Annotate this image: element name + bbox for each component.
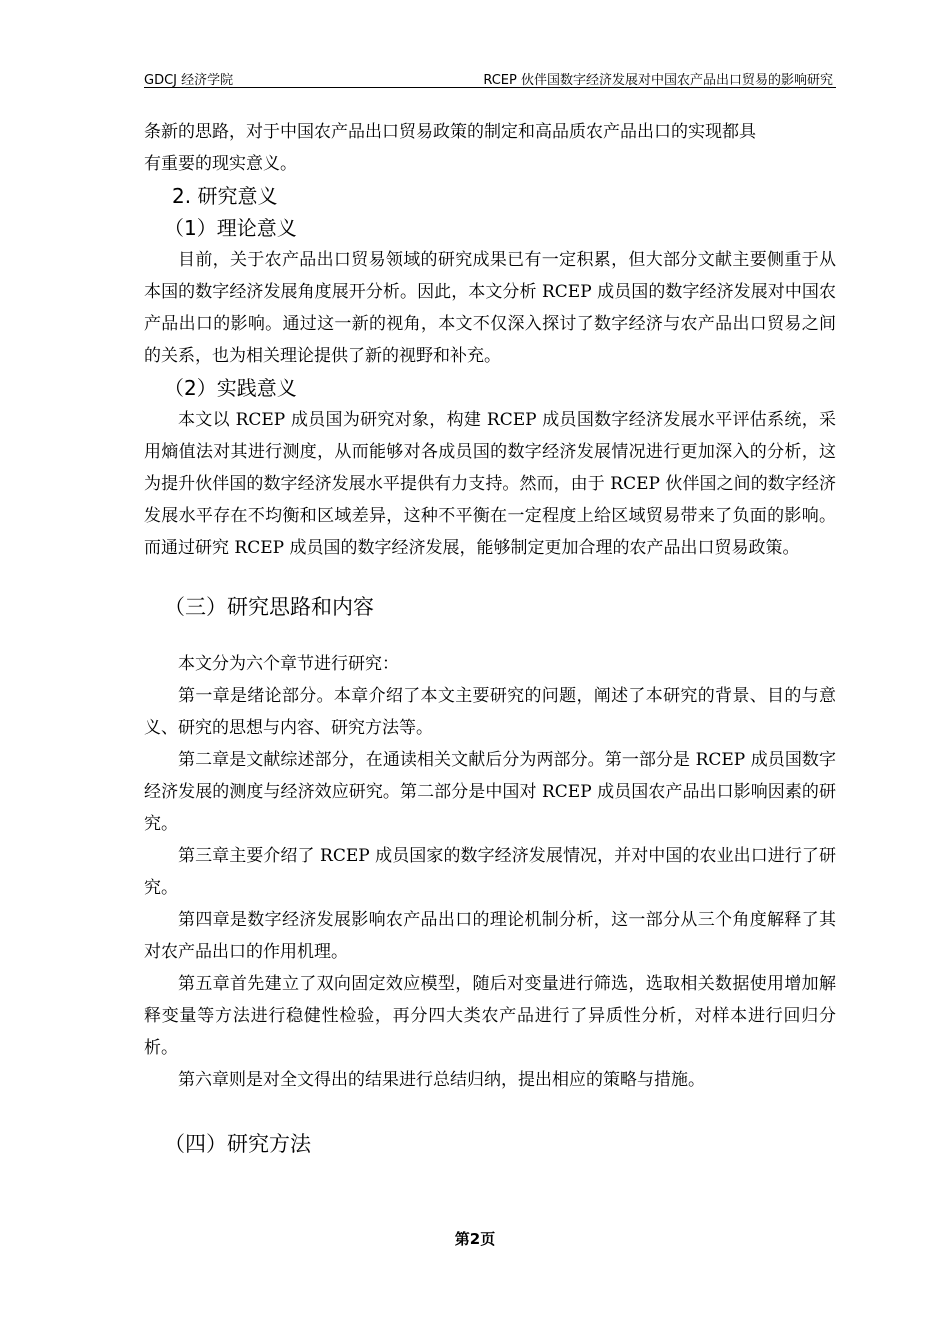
header-thesis-title: RCEP 伙伴国数字经济发展对中国农产品出口贸易的影响研究 (483, 73, 833, 88)
paragraph-chapter-5: 第五章首先建立了双向固定效应模型，随后对变量进行筛选，选取相关数据使用增加解释变量等方法进行稳健性检验，再分四大类农产品进行了异质性分析，对样本进行回归分析。 (144, 974, 836, 1058)
paragraph-chapter-6: 第六章则是对全文得出的结果进行总结归纳，提出相应的策略与措施。 (178, 1070, 705, 1090)
paragraph-theoretical: 目前，关于农产品出口贸易领域的研究成果已有一定积累，但大部分文献主要侧重于从本国的数字经济发展角度展开分析。因此，本文分析 RCEP 成员国的数字经济发展对中国农产品出口的影响。通过这一新的视角，本文不仅深入探讨了数字经济与农产品出口贸易之间的关系，也为相关理论提供了新的视野和补充。 (144, 250, 836, 366)
heading-research-methods: （四）研究方法 (164, 1132, 311, 1156)
paragraph-chapter-4: 第四章是数字经济发展影响农产品出口的理论机制分析，这一部分从三个角度解释了其对农产品出口的作用机理。 (144, 910, 836, 962)
paragraph-chapter-1: 第一章是绪论部分。本章介绍了本文主要研究的问题，阐述了本研究的背景、目的与意义、研究的思想与内容、研究方法等。 (144, 686, 836, 738)
paragraph-outline: 本文分为六个章节进行研究： (178, 654, 399, 674)
running-header (144, 69, 836, 88)
paragraph-intro-line1: 条新的思路，对于中国农产品出口贸易政策的制定和高品质农产品出口的实现都具 (144, 122, 756, 142)
document-body (144, 116, 836, 1160)
heading-research-ideas: （三）研究思路和内容 (164, 595, 374, 619)
paragraph-practical: 本文以 RCEP 成员国为研究对象，构建 RCEP 成员国数字经济发展水平评估系统，采用熵值法对其进行测度，从而能够对各成员国的数字经济发展情况进行更加深入的分析，这为提升伙伴国的数字经济发展水平提供有力支持。然而，由于 RCEP 伙伴国之间的数字经济发展水平存在不均衡和区域差异，这种不平衡在一定程度上给区域贸易带来了负面的影响。而通过研究 RCEP 成员国的数字经济发展，能够制定更加合理的农产品出口贸易政策。 (144, 410, 836, 558)
heading-research-significance: 2. 研究意义 (172, 184, 278, 208)
heading-practical-significance: （2）实践意义 (164, 376, 297, 400)
paragraph-chapter-3: 第三章主要介绍了 RCEP 成员国家的数字经济发展情况，并对中国的农业出口进行了研究。 (144, 846, 836, 898)
heading-theoretical-significance: （1）理论意义 (164, 216, 297, 240)
header-school: GDCJ 经济学院 (144, 73, 234, 88)
paragraph-chapter-2: 第二章是文献综述部分，在通读相关文献后分为两部分。第一部分是 RCEP 成员国数字经济发展的测度与经济效应研究。第二部分是中国对 RCEP 成员国农产品出口影响因素的研究。 (144, 750, 836, 834)
page-number: 第2页 (454, 1230, 496, 1248)
paragraph-intro-line2: 有重要的现实意义。 (144, 154, 297, 174)
